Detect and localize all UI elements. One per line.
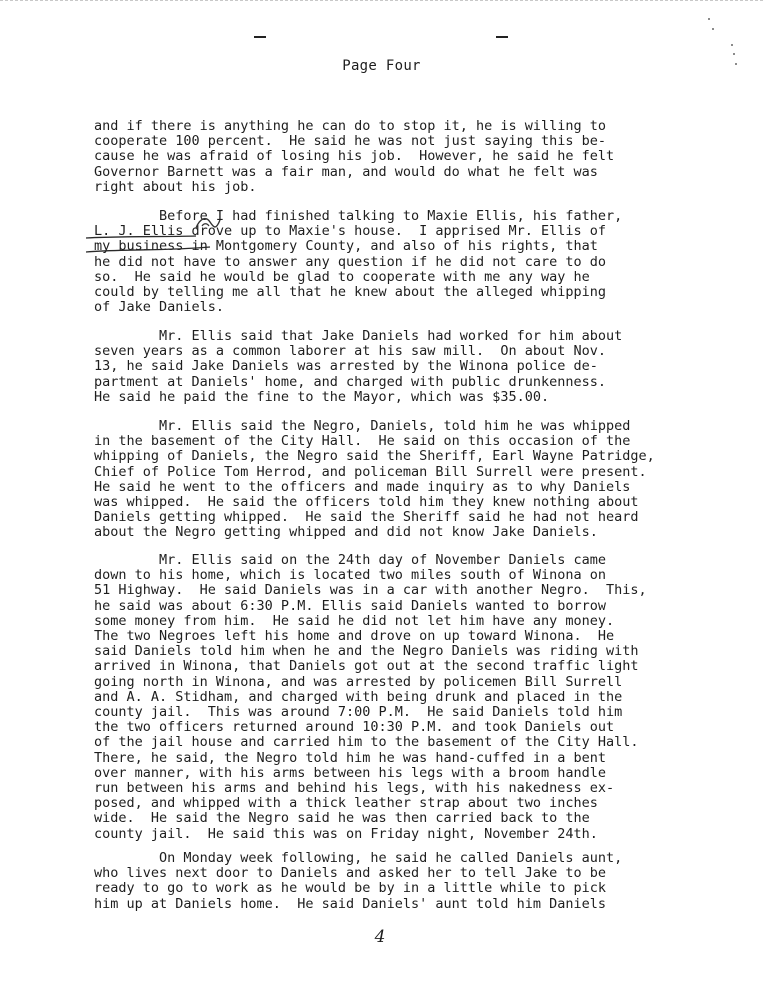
text-line: Daniels getting whipped. He said the Sheriff said he had not heard: [94, 509, 639, 526]
paragraph: [94, 851, 734, 912]
pen-underline: [84, 235, 212, 255]
top-border: [0, 0, 763, 5]
text-line: him up at Daniels home. He said Daniels' aunt told him Daniels: [94, 895, 607, 912]
text-line: who lives next door to Daniels and asked her to tell Jake to be: [94, 865, 607, 882]
text-line: seven years as a common laborer at his saw mill. On about Nov.: [94, 343, 607, 360]
text-line: and if there is anything he can do to stop it, he is willing to: [94, 118, 607, 134]
text-line: Before I had finished talking to Maxie Ellis, his father,: [94, 208, 623, 224]
text-line: over manner, with his arms between his legs with a broom handle: [94, 764, 607, 781]
paragraph: [94, 329, 734, 405]
text-line: was whipped. He said the officers told him they knew nothing about: [94, 494, 639, 511]
text-line: run between his arms and behind his legs, with his nakedness ex-: [94, 780, 615, 797]
text-line: the two officers returned around 10:30 P.M. and took Daniels out: [94, 719, 615, 736]
text-line: could by telling me all that he knew about the alleged whipping: [94, 284, 607, 301]
text-line: going north in Winona, and was arrested by policemen Bill Surrell: [94, 673, 623, 690]
text-line: posed, and whipped with a thick leather strap about two inches: [94, 795, 598, 812]
text-line: and A. A. Stidham, and charged with being drunk and placed in the: [94, 688, 623, 705]
text-line: arrived in Winona, that Daniels got out at the second traffic light: [94, 658, 639, 675]
text-line: some money from him. He said he did not let him have any money.: [94, 612, 615, 629]
scan-speck: [731, 44, 733, 46]
text-line: L. J. Ellis drove up to Maxie's house. I apprised Mr. Ellis of: [94, 223, 607, 240]
paragraph: [94, 553, 734, 842]
text-line: partment at Daniels' home, and charged with public drunkenness.: [94, 373, 607, 390]
scan-speck: [733, 53, 735, 55]
scan-mark: [254, 36, 266, 38]
scan-speck: [708, 18, 710, 20]
paragraph: [94, 119, 734, 195]
text-line: Mr. Ellis said on the 24th day of November Daniels came: [94, 552, 607, 568]
text-line: On Monday week following, he said he called Daniels aunt,: [94, 850, 623, 866]
page-header: Page Four: [342, 58, 421, 74]
text-line: cooperate 100 percent. He said he was not just saying this be-: [94, 133, 607, 150]
text-line: There, he said, the Negro told him he was hand-cuffed in a bent: [94, 749, 607, 766]
text-line: Mr. Ellis said that Jake Daniels had worked for him about: [94, 328, 623, 344]
text-line: ready to go to work as he would be by in a little while to pick: [94, 880, 607, 897]
text-line: Chief of Police Tom Herrod, and policeman Bill Surrell were present.: [94, 463, 647, 480]
scan-speck: [712, 28, 714, 30]
text-line: cause he was afraid of losing his job. However, he said he felt: [94, 148, 615, 165]
text-line: in the basement of the City Hall. He said on this occasion of the: [94, 433, 631, 450]
text-line: about the Negro getting whipped and did not know Jake Daniels.: [94, 524, 598, 541]
text-line: Mr. Ellis said the Negro, Daniels, told him he was whipped: [94, 418, 631, 434]
handwritten-mark: [194, 214, 222, 232]
scan-mark: [496, 36, 508, 38]
paragraph: [94, 419, 734, 541]
text-line: of Jake Daniels.: [94, 299, 225, 316]
page-number: 4: [374, 927, 386, 947]
text-line: he said was about 6:30 P.M. Ellis said Daniels wanted to borrow: [94, 597, 607, 614]
paragraph: [94, 209, 734, 315]
text-line: right about his job.: [94, 178, 257, 195]
text-line: of the jail house and carried him to the basement of the City Hall.: [94, 734, 639, 751]
text-line: whipping of Daniels, the Negro said the Sheriff, Earl Wayne Patridge,: [94, 448, 655, 465]
text-line: he did not have to answer any question if he did not care to do: [94, 253, 607, 270]
text-line: wide. He said the Negro said he was then carried back to the: [94, 810, 590, 827]
text-line: He said he paid the fine to the Mayor, which was $35.00.: [94, 388, 550, 405]
text-line: The two Negroes left his home and drove on up toward Winona. He: [94, 628, 615, 645]
text-line: Governor Barnett was a fair man, and would do what he felt was: [94, 163, 598, 180]
text-line: said Daniels told him when he and the Negro Daniels was riding with: [94, 643, 639, 660]
text-line: county jail. This was around 7:00 P.M. He said Daniels told him: [94, 704, 623, 721]
text-line: 13, he said Jake Daniels was arrested by the Winona police de-: [94, 358, 598, 375]
text-line: county jail. He said this was on Friday night, November 24th.: [94, 825, 598, 842]
text-line: my business in Montgomery County, and also of his rights, that: [94, 238, 598, 255]
text-line: He said he went to the officers and made inquiry as to why Daniels: [94, 478, 631, 495]
text-line: down to his home, which is located two miles south of Winona on: [94, 567, 607, 584]
text-line: 51 Highway. He said Daniels was in a car with another Negro. This,: [94, 582, 647, 599]
text-line: so. He said he would be glad to cooperate with me any way he: [94, 268, 590, 285]
